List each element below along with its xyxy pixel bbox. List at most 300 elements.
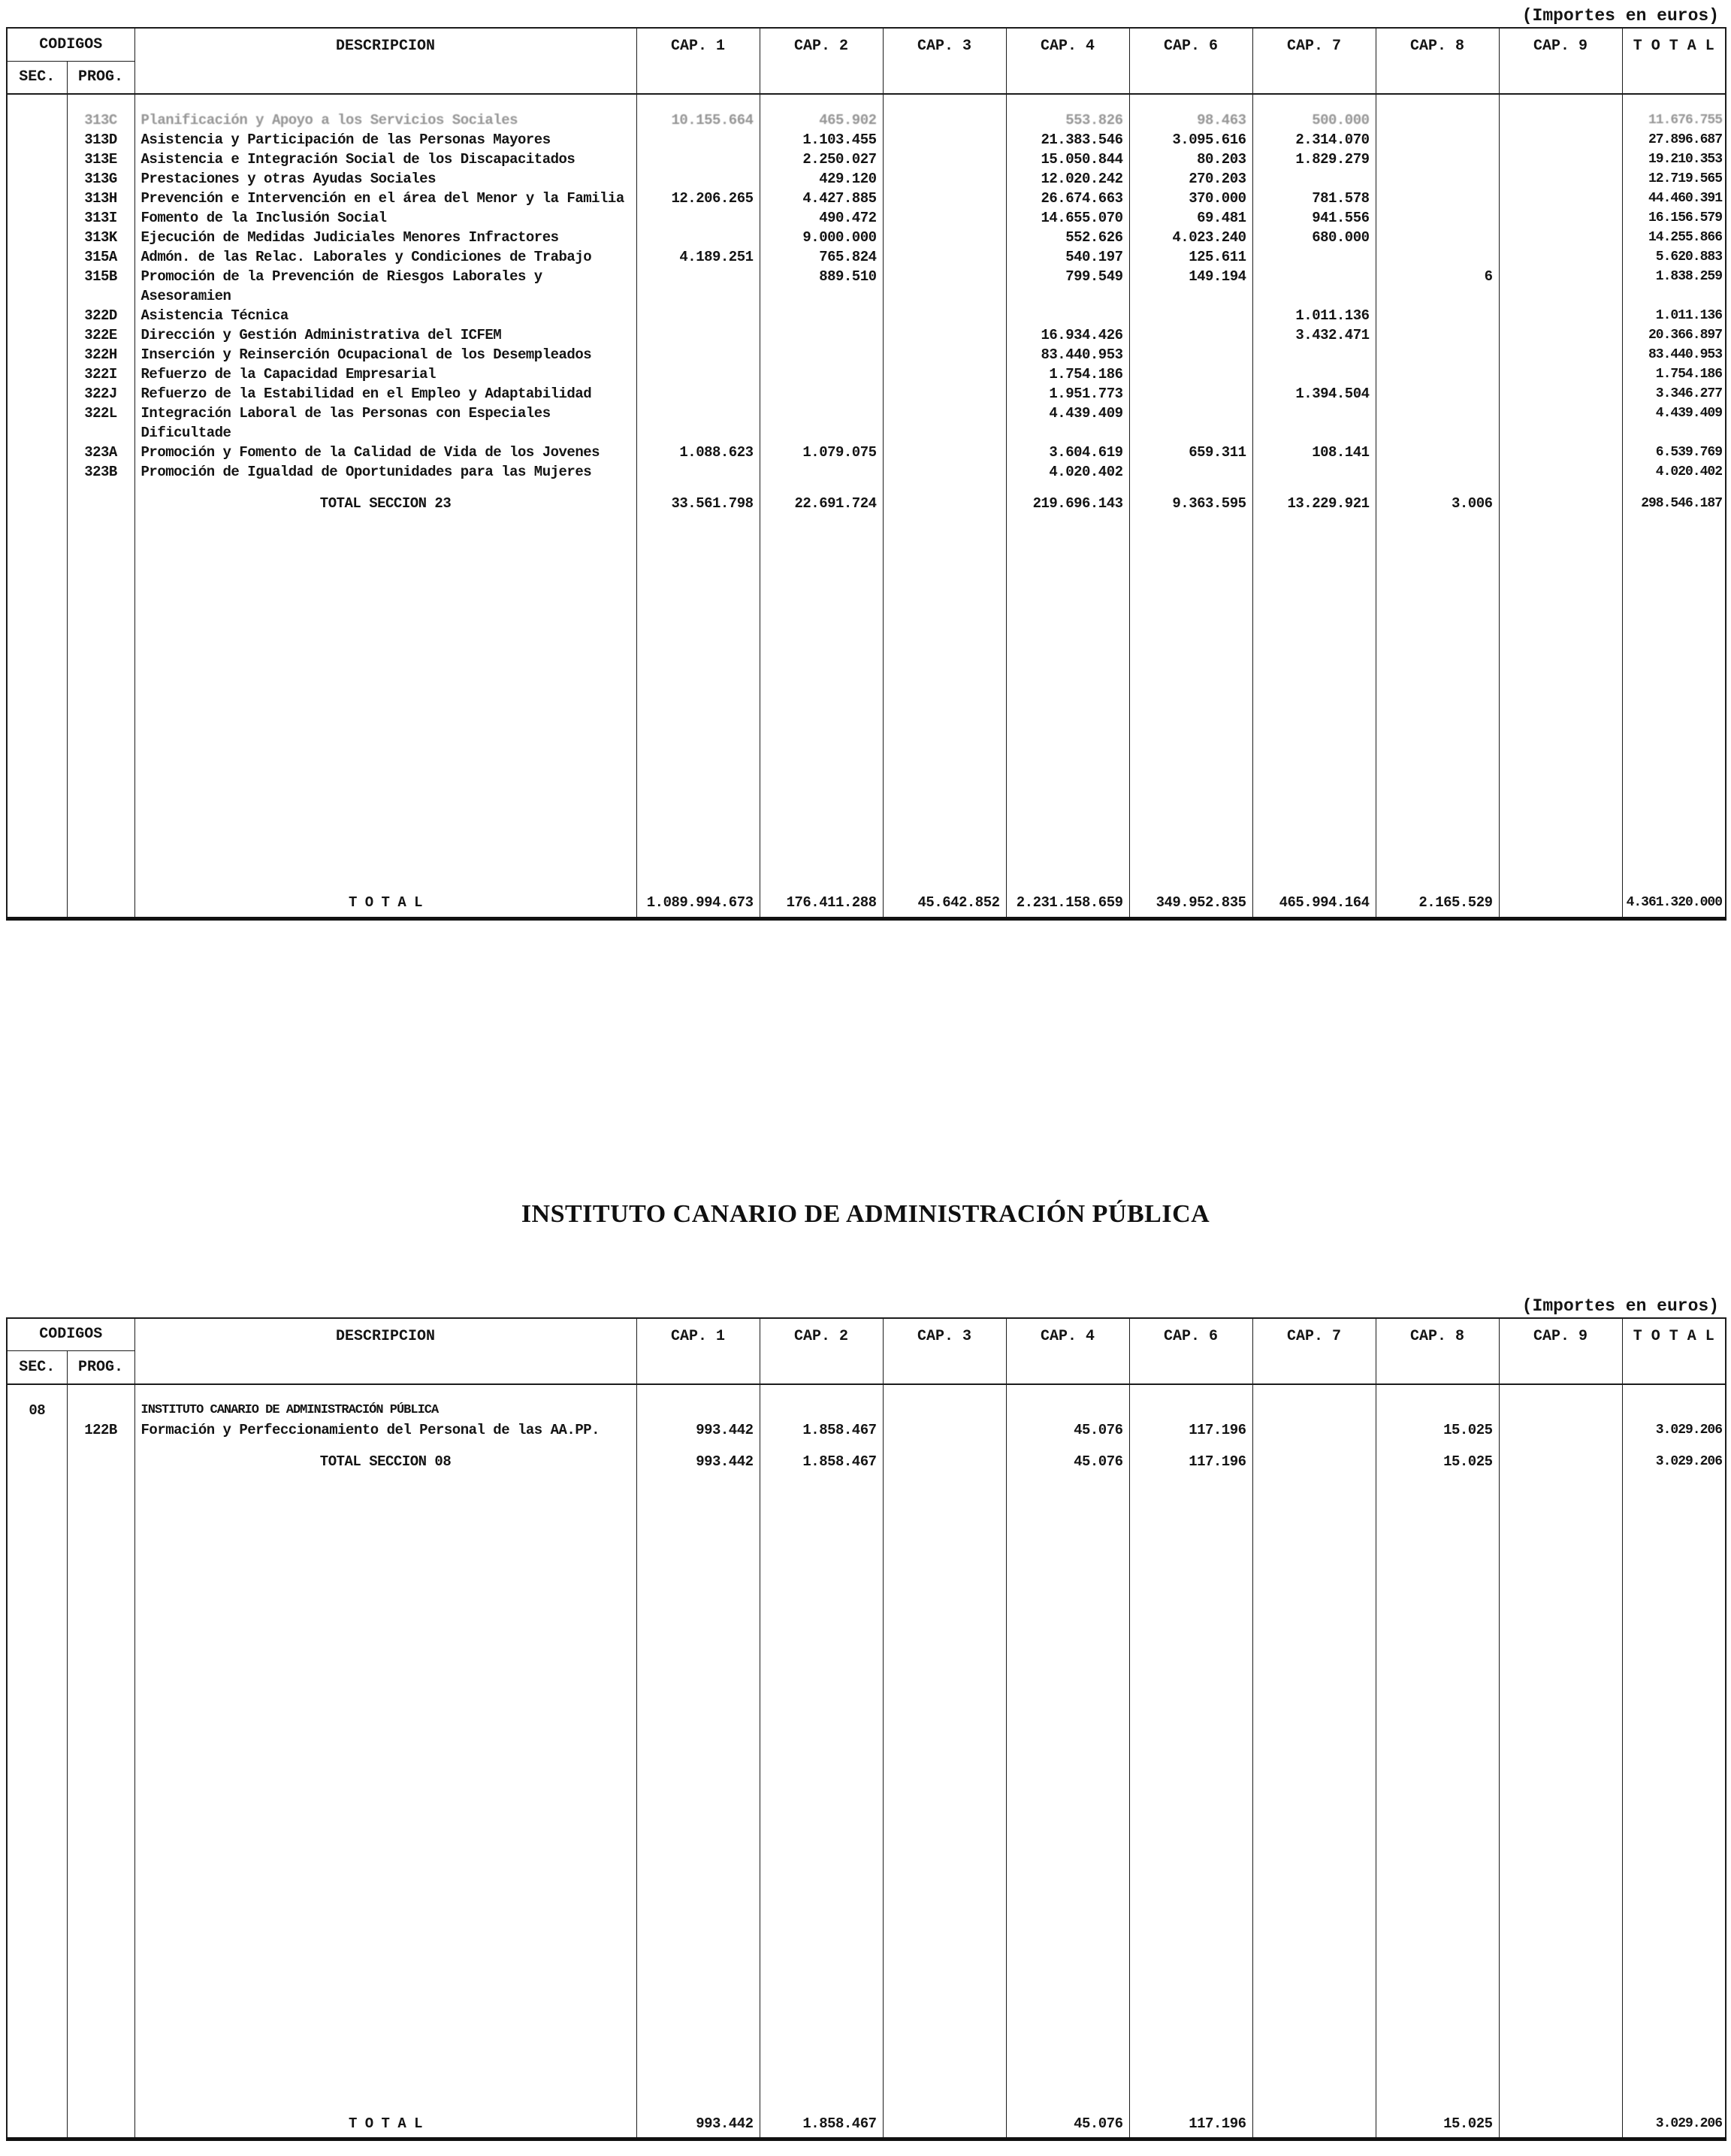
table-row xyxy=(7,110,1726,130)
spacer-cell xyxy=(636,2133,760,2139)
spacer-cell xyxy=(7,1384,67,1401)
cap-value xyxy=(1499,169,1622,189)
budget-table-seccion-08 xyxy=(6,1317,1726,2142)
col-header-cap8: CAP. 8 xyxy=(1376,1318,1499,1384)
spacer-row xyxy=(7,1471,1726,2114)
spacer-cell xyxy=(1622,2133,1726,2139)
spacer-row xyxy=(7,912,1726,918)
table-row xyxy=(7,384,1726,404)
cap-value xyxy=(1129,384,1252,404)
spacer-cell xyxy=(1622,912,1726,918)
total-value: 19.210.353 xyxy=(1622,150,1726,169)
spacer-cell xyxy=(883,912,1006,918)
cap-value xyxy=(883,228,1006,247)
cap-value xyxy=(1499,462,1622,482)
code-sec xyxy=(7,306,67,325)
total-value: 14.255.866 xyxy=(1622,228,1726,247)
spacer-cell xyxy=(760,1440,883,1452)
cap-value: 12.020.242 xyxy=(1006,169,1129,189)
cap-value xyxy=(1376,443,1499,462)
description-line: Prevención e Intervención en el área del Menor y la Familia xyxy=(140,190,624,207)
spacer-cell xyxy=(883,1471,1006,2114)
cap-value xyxy=(883,208,1006,228)
cap-value xyxy=(1376,462,1499,482)
table-row xyxy=(7,345,1726,364)
spacer-cell xyxy=(760,1384,883,1401)
table-row xyxy=(7,462,1726,482)
cap-value xyxy=(1499,228,1622,247)
spacer-cell xyxy=(1499,482,1622,494)
table-row xyxy=(7,247,1726,267)
code-sec xyxy=(7,110,67,130)
spacer-cell xyxy=(1252,513,1376,893)
code-sec xyxy=(7,130,67,150)
cap-value xyxy=(1499,189,1622,208)
cap-value: 3.095.616 xyxy=(1129,130,1252,150)
cap-value: 45.642.852 xyxy=(883,893,1006,912)
code-sec xyxy=(7,893,67,912)
table-body-seccion-08 xyxy=(7,1384,1726,2139)
total-label: TOTAL SECCION 08 xyxy=(134,1452,636,1471)
section-title: INSTITUTO CANARIO DE ADMINISTRACIÓN PÚBLICA xyxy=(521,1199,1210,1228)
cap-value xyxy=(1252,169,1376,189)
spacer-cell xyxy=(134,513,636,893)
cap-value: 4.023.240 xyxy=(1129,228,1252,247)
code-prog: 315A xyxy=(67,247,134,267)
cap-value: 69.481 xyxy=(1129,208,1252,228)
cap-value: 799.549 xyxy=(1006,267,1129,306)
total-value: 298.546.187 xyxy=(1622,494,1726,513)
total-label: T O T A L xyxy=(134,893,636,912)
code-prog: 322D xyxy=(67,306,134,325)
cap-value xyxy=(1006,1401,1129,1420)
description-line: Refuerzo de la Capacidad Empresarial xyxy=(140,366,436,383)
col-header-prog: PROG. xyxy=(67,61,134,94)
cap-value xyxy=(1252,1420,1376,1440)
cap-value: 889.510 xyxy=(760,267,883,306)
spacer-cell xyxy=(760,94,883,110)
grand-total-row xyxy=(7,2114,1726,2133)
cap-value xyxy=(1499,1420,1622,1440)
spacer-cell xyxy=(7,1471,67,2114)
col-header-cap6: CAP. 6 xyxy=(1129,1318,1252,1384)
total-label: T O T A L xyxy=(134,2114,636,2133)
spacer-cell xyxy=(1622,1440,1726,1452)
code-prog: 323B xyxy=(67,462,134,482)
cap-value xyxy=(760,325,883,345)
spacer-cell xyxy=(134,1440,636,1452)
cap-value xyxy=(1129,364,1252,384)
total-value: 4.020.402 xyxy=(1622,462,1726,482)
description-line: Asesoramien xyxy=(140,288,231,304)
description xyxy=(134,1420,636,1440)
cap-value xyxy=(760,364,883,384)
spacer-cell xyxy=(1252,1384,1376,1401)
spacer-cell xyxy=(1252,1471,1376,2114)
spacer-cell xyxy=(883,94,1006,110)
cap-value xyxy=(1376,306,1499,325)
spacer-cell xyxy=(636,1384,760,1401)
cap-value: 219.696.143 xyxy=(1006,494,1129,513)
code-prog: 313K xyxy=(67,228,134,247)
description xyxy=(134,384,636,404)
cap-value xyxy=(1006,306,1129,325)
spacer-row xyxy=(7,513,1726,893)
cap-value xyxy=(1376,404,1499,443)
cap-value xyxy=(1376,247,1499,267)
description xyxy=(134,306,636,325)
cap-value xyxy=(636,150,760,169)
cap-value: 15.025 xyxy=(1376,2114,1499,2133)
col-header-cap7: CAP. 7 xyxy=(1252,1318,1376,1384)
spacer-cell xyxy=(883,513,1006,893)
cap-value xyxy=(1376,1401,1499,1420)
spacer-cell xyxy=(67,1384,134,1401)
cap-value: 2.165.529 xyxy=(1376,893,1499,912)
cap-value xyxy=(1129,404,1252,443)
cap-value xyxy=(760,462,883,482)
spacer-cell xyxy=(1376,482,1499,494)
cap-value: 540.197 xyxy=(1006,247,1129,267)
cap-value: 3.604.619 xyxy=(1006,443,1129,462)
spacer-cell xyxy=(1006,94,1129,110)
col-header-cap1: CAP. 1 xyxy=(636,1318,760,1384)
spacer-cell xyxy=(1006,513,1129,893)
cap-value: 117.196 xyxy=(1129,1420,1252,1440)
cap-value: 2.250.027 xyxy=(760,150,883,169)
cap-value xyxy=(636,208,760,228)
code-sec xyxy=(7,345,67,364)
col-header-cap9: CAP. 9 xyxy=(1499,1318,1622,1384)
cap-value xyxy=(1499,364,1622,384)
spacer-cell xyxy=(1622,482,1726,494)
cap-value: 14.655.070 xyxy=(1006,208,1129,228)
cap-value xyxy=(636,228,760,247)
cap-value: 125.611 xyxy=(1129,247,1252,267)
col-header-cap2: CAP. 2 xyxy=(760,1318,883,1384)
cap-value xyxy=(883,1452,1006,1471)
spacer-cell xyxy=(1129,1384,1252,1401)
cap-value xyxy=(1376,110,1499,130)
description xyxy=(134,462,636,482)
cap-value xyxy=(1376,364,1499,384)
cap-value xyxy=(1499,325,1622,345)
cap-value xyxy=(1499,1452,1622,1471)
cap-value: 1.858.467 xyxy=(760,1420,883,1440)
spacer-cell xyxy=(134,1471,636,2114)
cap-value xyxy=(636,306,760,325)
cap-value: 21.383.546 xyxy=(1006,130,1129,150)
code-prog: 322J xyxy=(67,384,134,404)
spacer-cell xyxy=(1376,1384,1499,1401)
table-row xyxy=(7,325,1726,345)
code-sec xyxy=(7,1420,67,1440)
spacer-cell xyxy=(636,482,760,494)
cap-value xyxy=(883,150,1006,169)
cap-value xyxy=(1376,189,1499,208)
cap-value xyxy=(883,189,1006,208)
spacer-cell xyxy=(1622,513,1726,893)
cap-value xyxy=(1252,1401,1376,1420)
spacer-cell xyxy=(67,1471,134,2114)
spacer-cell xyxy=(1252,912,1376,918)
spacer-row xyxy=(7,1384,1726,1401)
spacer-cell xyxy=(1006,482,1129,494)
code-sec xyxy=(7,384,67,404)
col-header-descripcion: DESCRIPCION xyxy=(134,1318,636,1384)
cap-value xyxy=(1252,1452,1376,1471)
total-value: 5.620.883 xyxy=(1622,247,1726,267)
total-value: 3.346.277 xyxy=(1622,384,1726,404)
spacer-cell xyxy=(134,1384,636,1401)
spacer-cell xyxy=(1376,912,1499,918)
cap-value xyxy=(1499,494,1622,513)
code-sec: 08 xyxy=(29,1402,46,1419)
spacer-cell xyxy=(67,513,134,893)
spacer-cell xyxy=(636,1440,760,1452)
cap-value xyxy=(883,364,1006,384)
cap-value xyxy=(760,306,883,325)
spacer-cell xyxy=(7,912,67,918)
code-sec xyxy=(7,169,67,189)
col-header-cap8: CAP. 8 xyxy=(1376,28,1499,94)
spacer-cell xyxy=(1376,94,1499,110)
cap-value: 108.141 xyxy=(1252,443,1376,462)
cap-value: 2.231.158.659 xyxy=(1006,893,1129,912)
description xyxy=(134,267,636,306)
code-prog: 322H xyxy=(67,345,134,364)
cap-value: 2.314.070 xyxy=(1252,130,1376,150)
cap-value xyxy=(1499,306,1622,325)
cap-value xyxy=(636,130,760,150)
cap-value: 10.155.664 xyxy=(636,110,760,130)
spacer-cell xyxy=(1006,1440,1129,1452)
col-header-codigos: CODIGOS xyxy=(7,28,134,61)
total-label: TOTAL SECCION 23 xyxy=(134,494,636,513)
code-prog xyxy=(67,2114,134,2133)
table-row xyxy=(7,306,1726,325)
cap-value xyxy=(1129,1401,1252,1420)
cap-value: 765.824 xyxy=(760,247,883,267)
spacer-cell xyxy=(1376,2133,1499,2139)
cap-value: 941.556 xyxy=(1252,208,1376,228)
col-header-descripcion: DESCRIPCION xyxy=(134,28,636,94)
description-line: Asistencia y Participación de las Personas Mayores xyxy=(140,132,551,148)
spacer-cell xyxy=(636,912,760,918)
cap-value xyxy=(1499,443,1622,462)
spacer-cell xyxy=(67,2133,134,2139)
table-row xyxy=(7,1420,1726,1440)
cap-value: 781.578 xyxy=(1252,189,1376,208)
description-line: Ejecución de Medidas Judiciales Menores Infractores xyxy=(140,229,559,246)
cap-value xyxy=(1499,150,1622,169)
col-header-sec: SEC. xyxy=(7,61,67,94)
description-line: Promoción de la Prevención de Riesgos Laborales y xyxy=(140,268,542,285)
cap-value xyxy=(636,462,760,482)
cap-value: 465.994.164 xyxy=(1252,893,1376,912)
table-row xyxy=(7,1401,1726,1420)
code-sec xyxy=(7,404,67,443)
cap-value: 45.076 xyxy=(1006,1452,1129,1471)
col-header-cap3: CAP. 3 xyxy=(883,1318,1006,1384)
description-line: Promoción y Fomento de la Calidad de Vida de los Jovenes xyxy=(140,444,600,461)
description xyxy=(134,1401,636,1420)
cap-value xyxy=(636,1401,760,1420)
code-prog: 315B xyxy=(67,267,134,306)
cap-value xyxy=(1252,462,1376,482)
cap-value: 1.754.186 xyxy=(1006,364,1129,384)
cap-value xyxy=(883,404,1006,443)
table-row xyxy=(7,150,1726,169)
description-line: Refuerzo de la Estabilidad en el Empleo y Adaptabilidad xyxy=(140,386,592,402)
cap-value: 270.203 xyxy=(1129,169,1252,189)
total-value: 6.539.769 xyxy=(1622,443,1726,462)
spacer-cell xyxy=(7,513,67,893)
spacer-cell xyxy=(1376,1471,1499,2114)
spacer-cell xyxy=(760,482,883,494)
spacer-row xyxy=(7,482,1726,494)
total-value: 44.460.391 xyxy=(1622,189,1726,208)
cap-value: 1.858.467 xyxy=(760,2114,883,2133)
table-row xyxy=(7,189,1726,208)
cap-value: 3.432.471 xyxy=(1252,325,1376,345)
total-value: 83.440.953 xyxy=(1622,345,1726,364)
spacer-cell xyxy=(67,94,134,110)
cap-value xyxy=(1499,130,1622,150)
total-value: 3.029.206 xyxy=(1622,1452,1726,1471)
section-total-row xyxy=(7,494,1726,513)
cap-value xyxy=(883,1420,1006,1440)
total-value: 4.361.320.000 xyxy=(1622,893,1726,912)
cap-value xyxy=(1499,1401,1622,1420)
spacer-cell xyxy=(67,912,134,918)
cap-value: 33.561.798 xyxy=(636,494,760,513)
cap-value xyxy=(883,345,1006,364)
spacer-cell xyxy=(760,1471,883,2114)
spacer-cell xyxy=(760,513,883,893)
code-prog: 313H xyxy=(67,189,134,208)
spacer-cell xyxy=(134,94,636,110)
total-value xyxy=(1622,1401,1726,1420)
cap-value: 1.089.994.673 xyxy=(636,893,760,912)
cap-value xyxy=(1376,150,1499,169)
cap-value xyxy=(883,494,1006,513)
cap-value: 13.229.921 xyxy=(1252,494,1376,513)
cap-value xyxy=(1499,247,1622,267)
spacer-cell xyxy=(1129,482,1252,494)
spacer-cell xyxy=(1499,1471,1622,2114)
col-header-sec: SEC. xyxy=(7,1351,67,1384)
section-total-row xyxy=(7,1452,1726,1471)
budget-table-seccion-23 xyxy=(6,27,1726,921)
spacer-cell xyxy=(1499,2133,1622,2139)
cap-value: 1.079.075 xyxy=(760,443,883,462)
cap-value: 993.442 xyxy=(636,1452,760,1471)
spacer-cell xyxy=(1622,1384,1726,1401)
code-prog: 313E xyxy=(67,150,134,169)
cap-value: 45.076 xyxy=(1006,1420,1129,1440)
cap-value xyxy=(1252,247,1376,267)
spacer-cell xyxy=(1622,1471,1726,2114)
code-sec xyxy=(7,2114,67,2133)
cap-value: 349.952.835 xyxy=(1129,893,1252,912)
cap-value xyxy=(636,325,760,345)
cap-value xyxy=(1499,267,1622,306)
code-prog: 122B xyxy=(67,1420,134,1440)
cap-value xyxy=(1499,2114,1622,2133)
spacer-cell xyxy=(7,482,67,494)
spacer-cell xyxy=(1622,94,1726,110)
table-row xyxy=(7,443,1726,462)
cap-value xyxy=(760,404,883,443)
col-header-cap1: CAP. 1 xyxy=(636,28,760,94)
description-line: Integración Laboral de las Personas con Especiales xyxy=(140,405,551,422)
spacer-cell xyxy=(883,1384,1006,1401)
cap-value: 659.311 xyxy=(1129,443,1252,462)
cap-value: 1.394.504 xyxy=(1252,384,1376,404)
cap-value xyxy=(1129,462,1252,482)
cap-value xyxy=(883,169,1006,189)
cap-value xyxy=(1499,110,1622,130)
description-line: Prestaciones y otras Ayudas Sociales xyxy=(140,171,436,187)
col-header-cap4: CAP. 4 xyxy=(1006,28,1129,94)
table-row xyxy=(7,404,1726,443)
description xyxy=(134,130,636,150)
spacer-cell xyxy=(134,482,636,494)
cap-value: 117.196 xyxy=(1129,1452,1252,1471)
grand-total-row xyxy=(7,893,1726,912)
cap-value xyxy=(1376,208,1499,228)
cap-value xyxy=(1499,384,1622,404)
cap-value: 6 xyxy=(1376,267,1499,306)
code-sec xyxy=(7,494,67,513)
code-prog: 313D xyxy=(67,130,134,150)
cap-value: 4.439.409 xyxy=(1006,404,1129,443)
table-header xyxy=(7,28,1726,94)
cap-value xyxy=(1129,325,1252,345)
code-sec xyxy=(7,247,67,267)
code-prog xyxy=(67,893,134,912)
spacer-cell xyxy=(760,912,883,918)
col-header-codigos: CODIGOS xyxy=(7,1318,134,1351)
cap-value xyxy=(1376,325,1499,345)
table-body-seccion-23 xyxy=(7,94,1726,918)
total-value: 16.156.579 xyxy=(1622,208,1726,228)
cap-value xyxy=(1499,345,1622,364)
cap-value xyxy=(1129,306,1252,325)
cap-value xyxy=(883,267,1006,306)
description-line: Admón. de las Relac. Laborales y Condiciones de Trabajo xyxy=(140,249,592,265)
description xyxy=(134,345,636,364)
code-prog: 313C xyxy=(67,110,134,130)
spacer-cell xyxy=(7,2133,67,2139)
table-row xyxy=(7,228,1726,247)
spacer-cell xyxy=(883,2133,1006,2139)
code-prog: 322L xyxy=(67,404,134,443)
cap-value: 15.025 xyxy=(1376,1452,1499,1471)
spacer-cell xyxy=(7,1440,67,1452)
code-sec xyxy=(7,462,67,482)
cap-value xyxy=(1252,267,1376,306)
description-line: Planificación y Apoyo a los Servicios Sociales xyxy=(140,112,518,129)
cap-value xyxy=(1499,893,1622,912)
cap-value xyxy=(883,130,1006,150)
cap-value: 1.951.773 xyxy=(1006,384,1129,404)
description-line: Formación y Perfeccionamiento del Personal de las AA.PP. xyxy=(140,1421,600,1438)
spacer-cell xyxy=(1499,94,1622,110)
cap-value: 429.120 xyxy=(760,169,883,189)
spacer-cell xyxy=(636,513,760,893)
